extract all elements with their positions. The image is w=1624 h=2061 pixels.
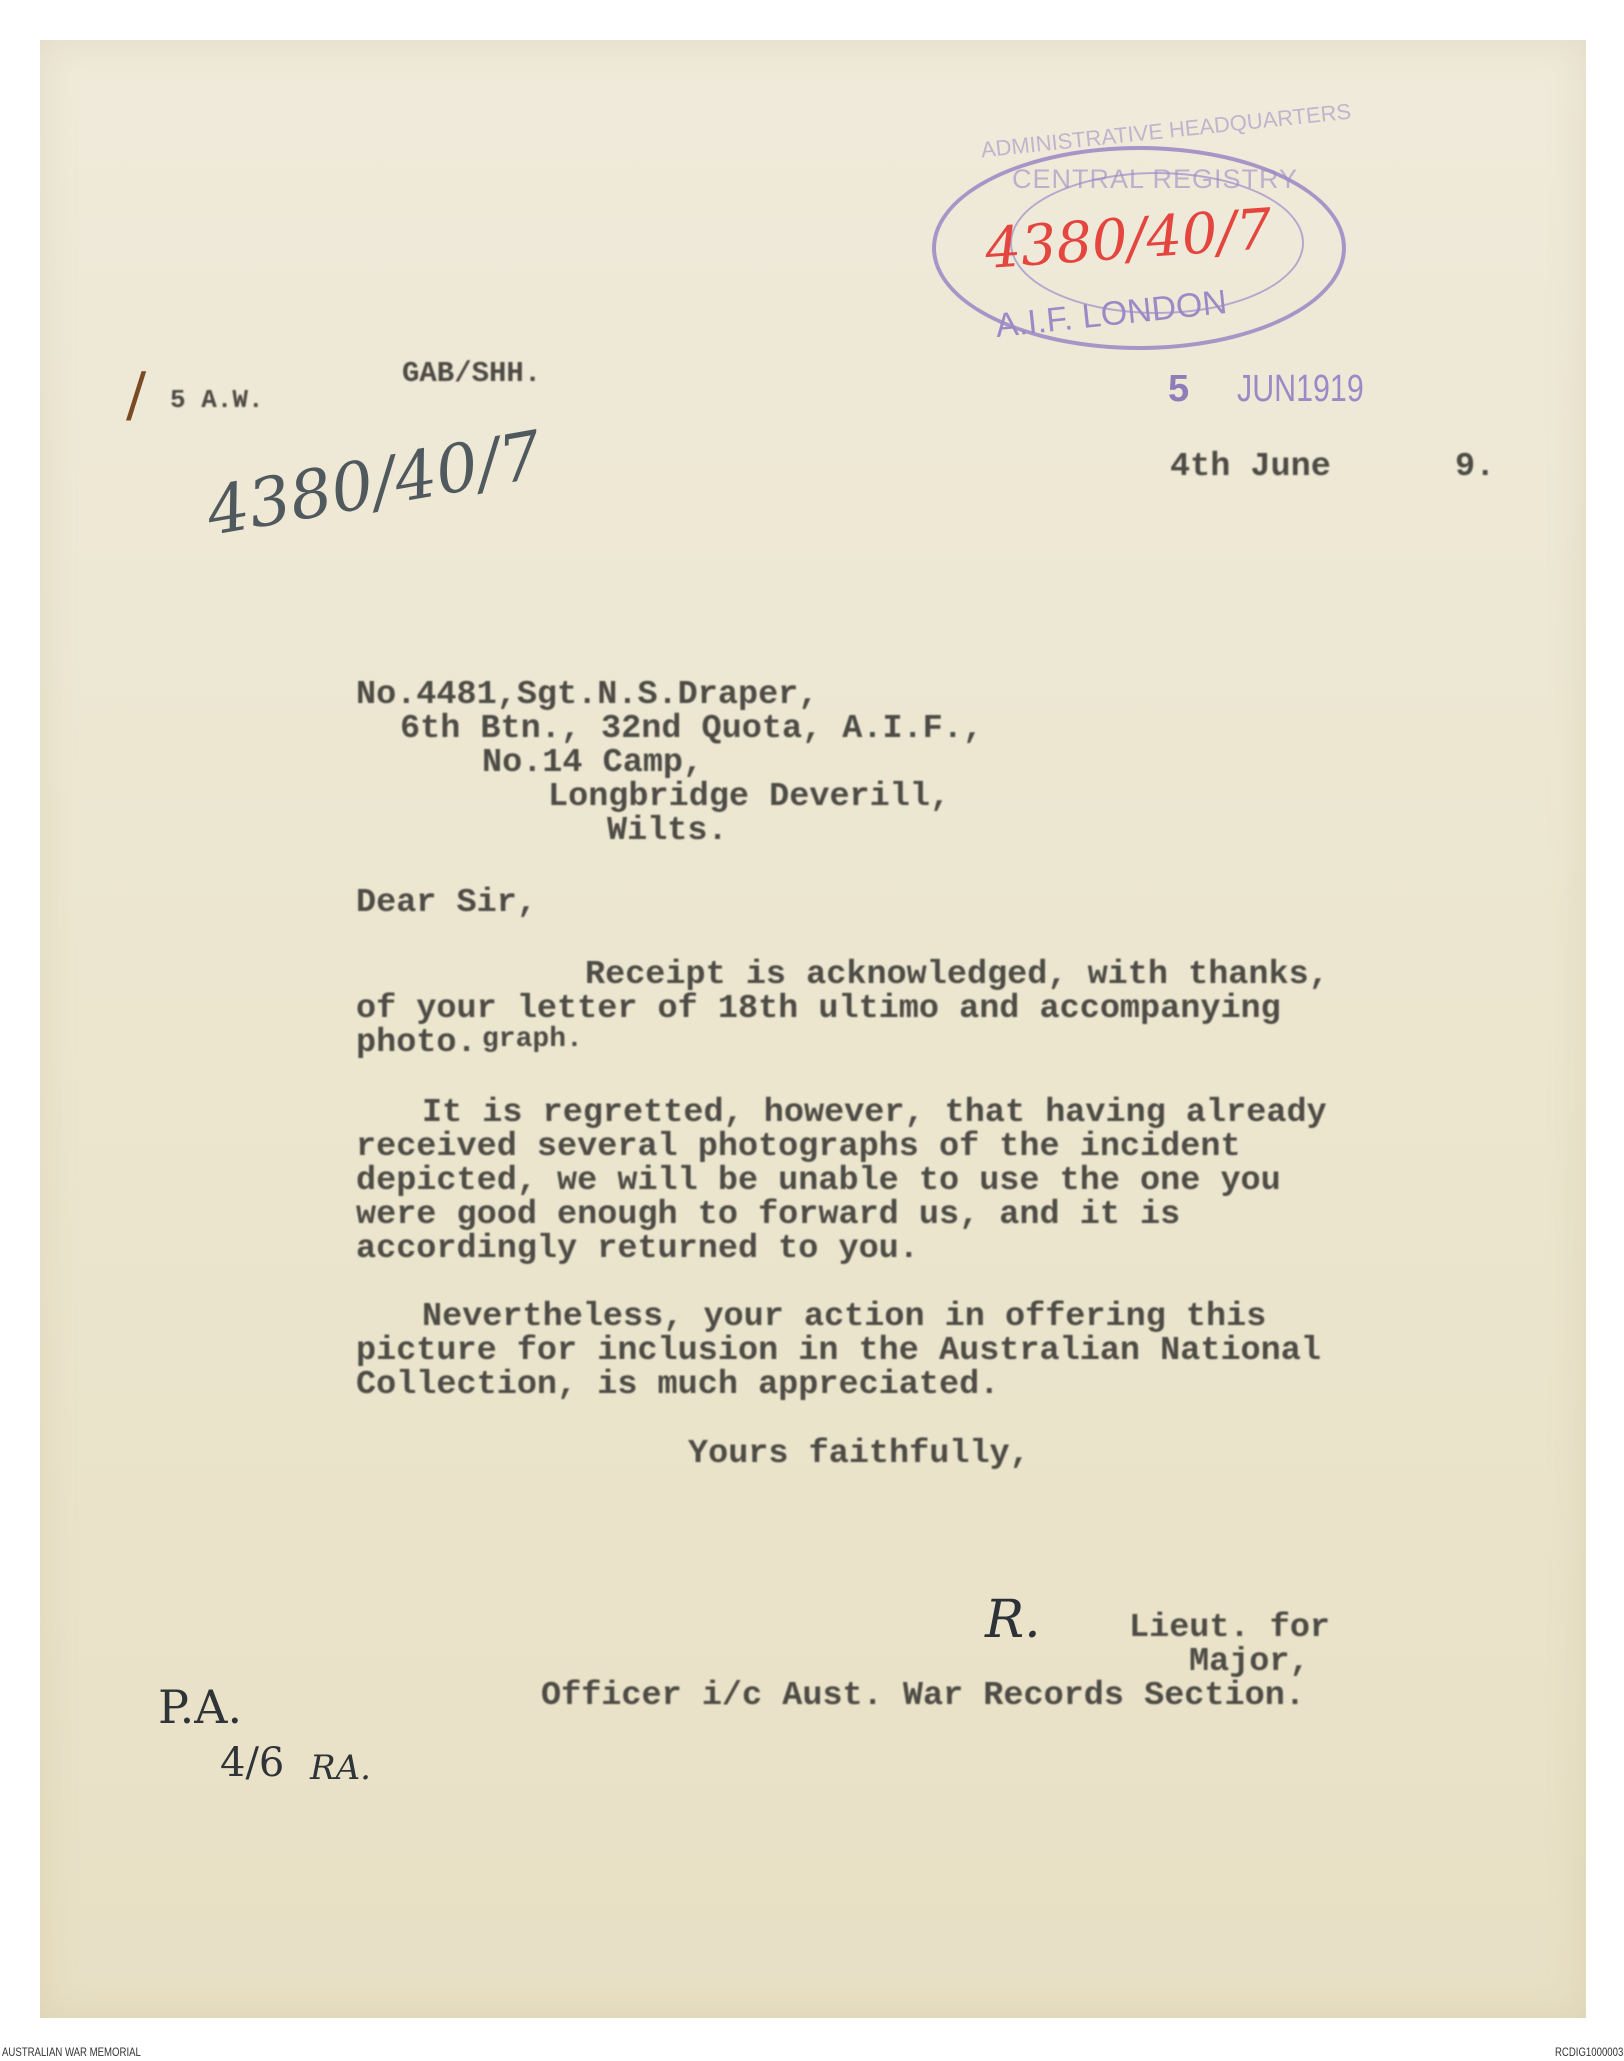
signature-office: Officer i/c Aust. War Records Section. — [541, 1677, 1305, 1715]
address-line: No.14 Camp, — [482, 744, 704, 782]
body-line: photo. — [356, 1024, 477, 1062]
body-line: Collection, is much appreciated. — [356, 1366, 1000, 1404]
annotation-pa: P.A. — [158, 1680, 243, 1734]
body-line-superscript: graph. — [482, 1024, 583, 1055]
body-line: accordingly returned to you. — [356, 1230, 919, 1268]
body-line: received several photographs of the incident — [356, 1128, 1241, 1166]
body-line: It is regretted, however, that having already — [422, 1094, 1327, 1132]
signature-major: Major, — [1189, 1643, 1310, 1681]
body-line: of your letter of 18th ultimo and accompanying — [356, 990, 1281, 1028]
signature-rank: Lieut. for — [1129, 1609, 1331, 1647]
closing: Yours faithfully, — [688, 1435, 1030, 1473]
stamp-bottom-text: A.I.F. LONDON — [993, 282, 1229, 346]
received-date: JUN1919 — [1237, 368, 1364, 410]
annotation-date: 4/6 — [220, 1740, 285, 1786]
ref-left: 5 A.W. — [170, 385, 264, 415]
ref-initials: GAB/SHH. — [402, 357, 542, 390]
stamp-inner-text: CENTRAL REGISTRY — [1012, 164, 1299, 194]
body-line: Nevertheless, your action in offering this — [422, 1298, 1267, 1336]
address-line: Wilts. — [607, 812, 728, 850]
handwritten-file-number: 4380/40/7 — [200, 416, 548, 551]
address-line: No.4481,Sgt.N.S.Draper, — [356, 676, 819, 714]
footer-record-id: RCDIG1000003 — [1554, 2045, 1623, 2059]
signature-initials: R. — [985, 1590, 1041, 1650]
date-line: 4th June — [1170, 448, 1331, 486]
body-line: depicted, we will be unable to use the one you — [356, 1162, 1281, 1200]
address-line: Longbridge Deverill, — [548, 778, 951, 816]
received-day: 5 — [1168, 368, 1190, 410]
date-year-fragment: 9. — [1455, 448, 1496, 486]
body-line: picture for inclusion in the Australian National — [356, 1332, 1321, 1370]
stamp-outer-text: ADMINISTRATIVE HEADQUARTERS — [979, 98, 1353, 163]
salutation: Dear Sir, — [356, 884, 537, 922]
address-line: 6th Btn., 32nd Quota, A.I.F., — [400, 710, 983, 748]
letter-paper — [40, 40, 1586, 2018]
footer-archive-name: AUSTRALIAN WAR MEMORIAL — [2, 2045, 141, 2059]
body-line: Receipt is acknowledged, with thanks, — [585, 956, 1329, 994]
body-line: were good enough to forward us, and it is — [356, 1196, 1181, 1234]
pencil-mark: / — [126, 360, 147, 430]
stamp-handwritten-number: 4380/40/7 — [983, 197, 1275, 282]
annotation-initials: RA. — [310, 1748, 371, 1788]
